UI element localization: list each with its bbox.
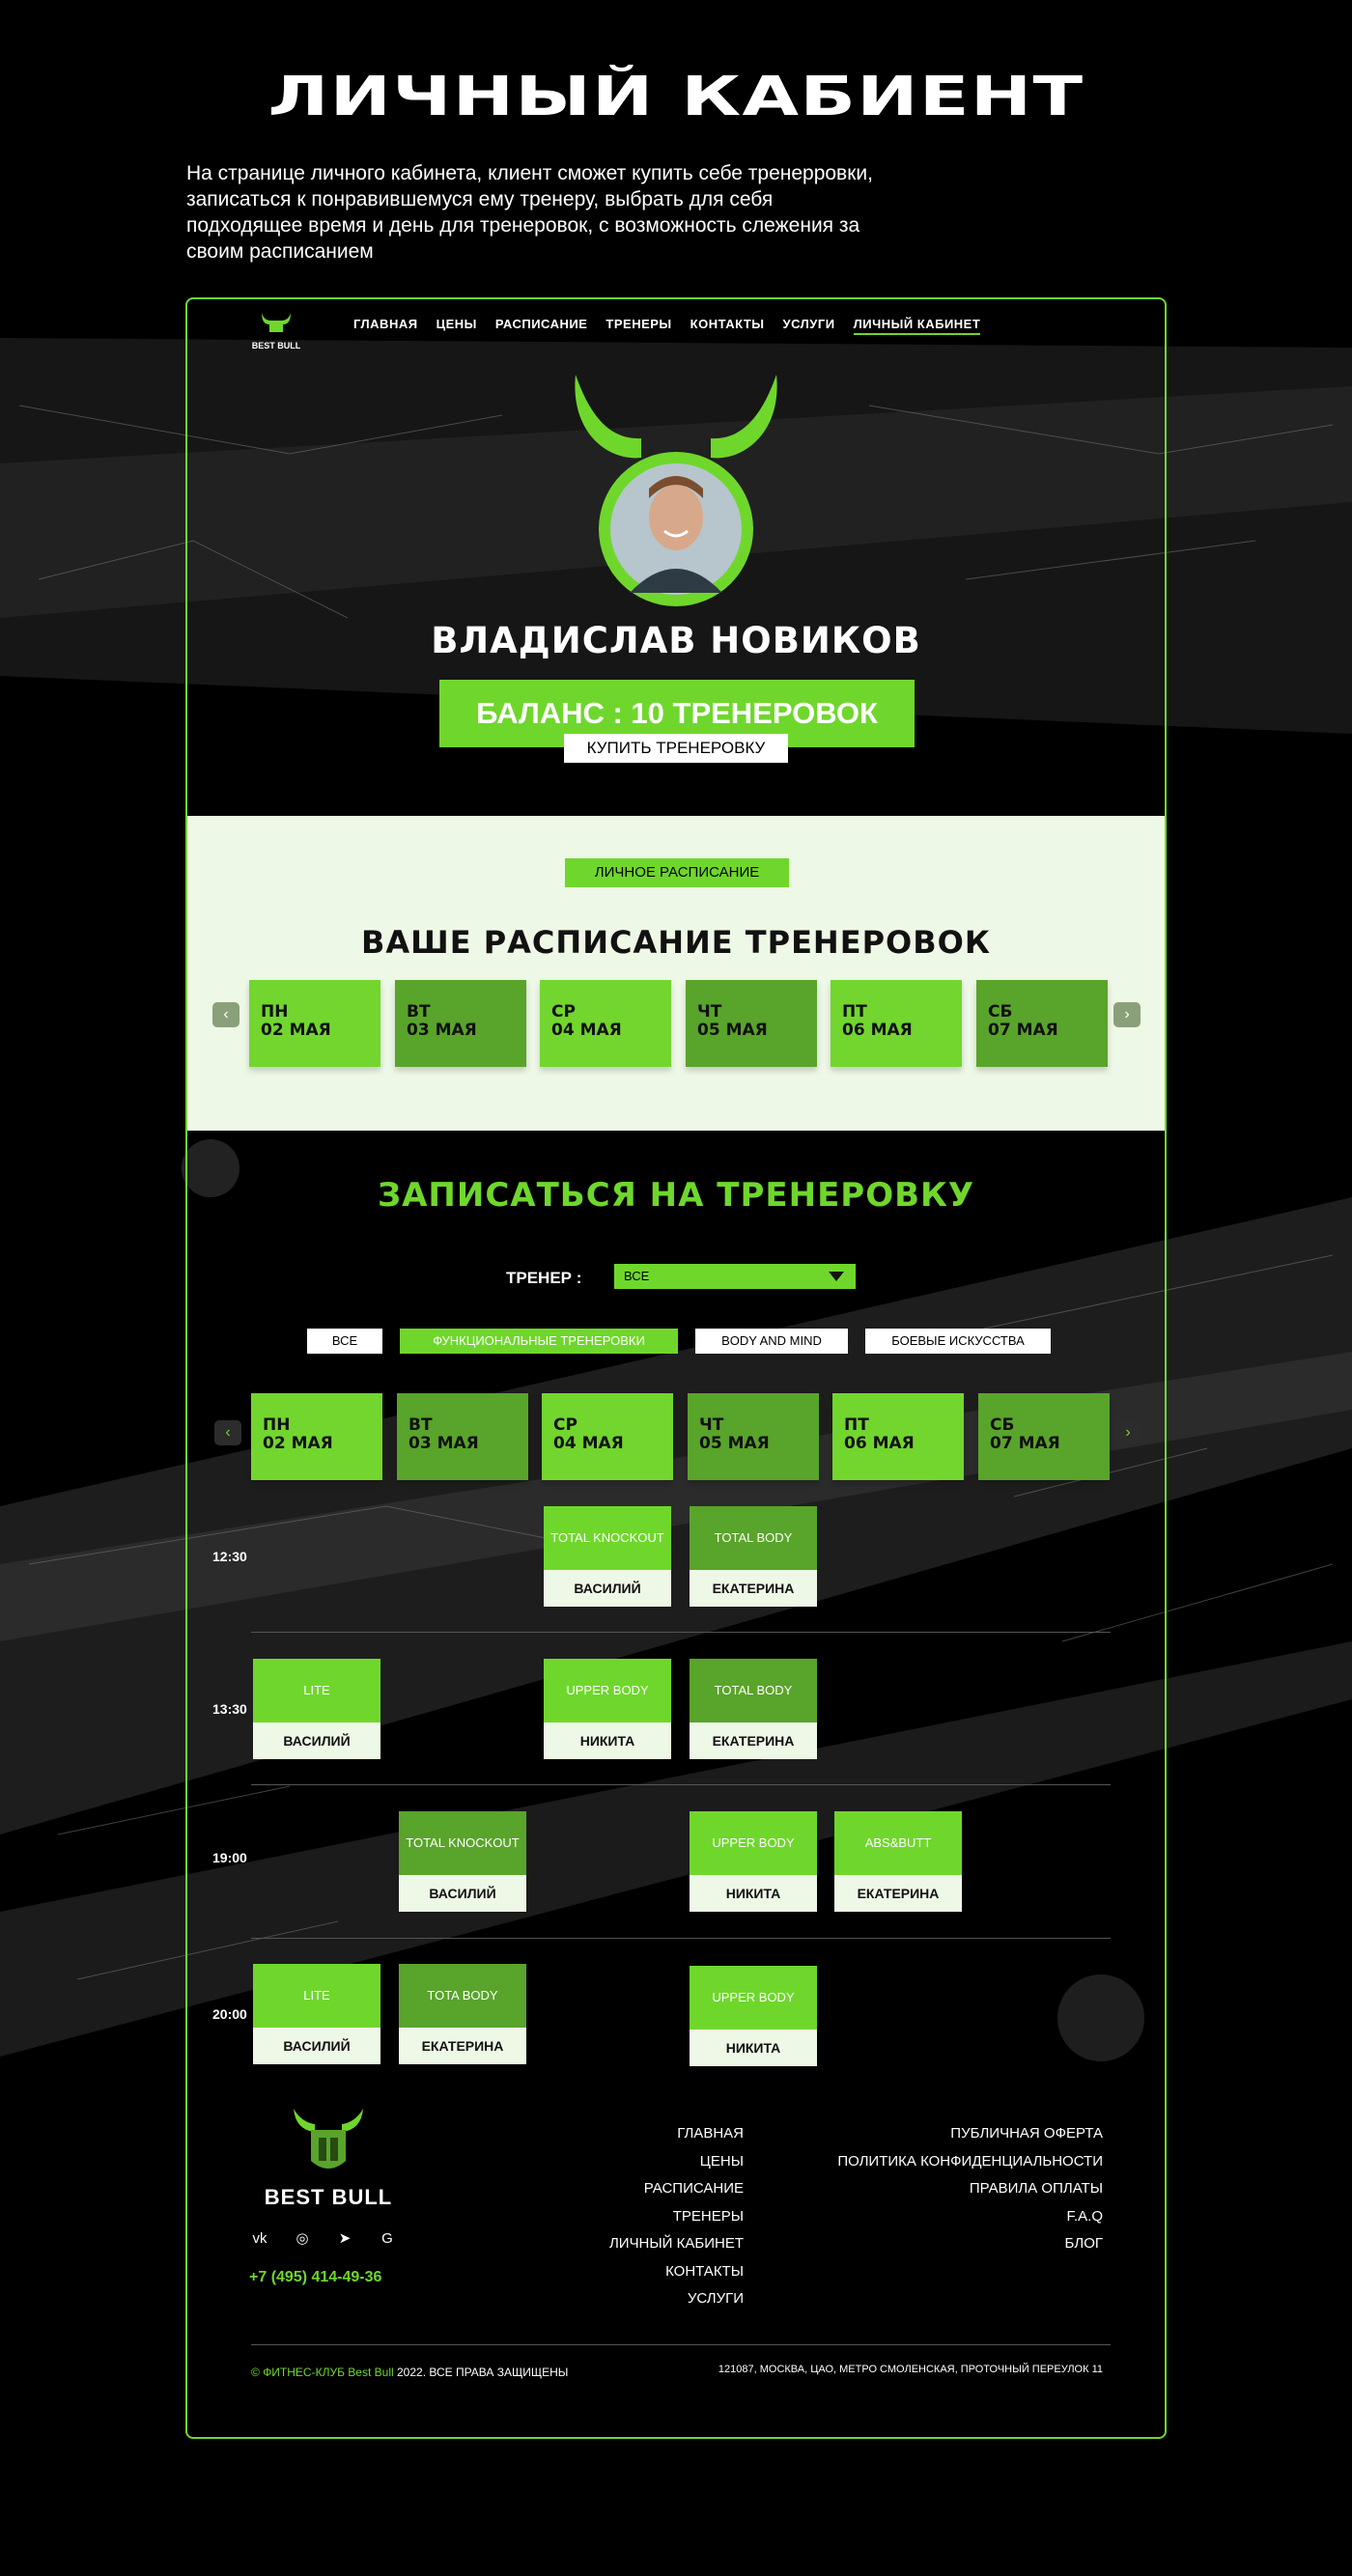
footer-logo[interactable]	[251, 2107, 406, 2210]
personal-day-card[interactable]: СР 04 МАЯ	[540, 980, 671, 1067]
signup-day-card[interactable]: ПН 02 МАЯ	[251, 1393, 382, 1480]
buy-training-button[interactable]: КУПИТЬ ТРЕНЕРОВКУ	[564, 734, 788, 763]
footer-link[interactable]: ГЛАВНАЯ	[677, 2125, 744, 2142]
footer-link[interactable]: РАСПИСАНИЕ	[643, 2180, 744, 2197]
footer-link[interactable]: ТРЕНЕРЫ	[672, 2207, 744, 2225]
header-logo[interactable]	[247, 311, 305, 350]
slot-divider	[251, 1938, 1111, 1939]
right-horn-icon	[711, 375, 777, 458]
balance-banner: БАЛАНС : 10 ТРЕНЕРОВОК	[439, 680, 915, 747]
header-nav	[187, 299, 1165, 367]
footer-phone[interactable]: +7 (495) 414-49-36	[249, 2269, 382, 2285]
signup-title: ЗАПИСАТЬСЯ НА ТРЕНЕРОВКУ	[377, 1176, 975, 1215]
schedule-prev-arrow-icon[interactable]: ‹	[212, 1002, 239, 1027]
signup-day-card[interactable]: СБ 07 МАЯ	[978, 1393, 1110, 1480]
footer-address: 121087, МОСКВА, ЦАО, МЕТРО СМОЛЕНСКАЯ, ПРОТОЧНЫЙ ПЕРЕУЛОК 11	[718, 2364, 1103, 2375]
signup-next-arrow-icon[interactable]: ›	[1114, 1420, 1141, 1445]
profile-name: ВЛАДИСЛАВ НОВИКОВ	[431, 620, 921, 661]
signup-day-card[interactable]: СР 04 МАЯ	[542, 1393, 673, 1480]
footer-link[interactable]: ЦЕНЫ	[699, 2152, 744, 2170]
nav-prices[interactable]: ЦЕНЫ	[436, 317, 477, 331]
class-card[interactable]: LITE ВАСИЛИЙ	[253, 1964, 380, 2064]
personal-day-card[interactable]: ПН 02 МАЯ	[249, 980, 380, 1067]
personal-day-card[interactable]: ПТ 06 МАЯ	[831, 980, 962, 1067]
class-card[interactable]: UPPER BODY НИКИТА	[544, 1659, 671, 1759]
nav-account[interactable]: ЛИЧНЫЙ КАБИНЕТ	[854, 317, 981, 335]
avatar	[570, 375, 782, 606]
class-card[interactable]: LITE ВАСИЛИЙ	[253, 1659, 380, 1759]
left-horn-icon	[575, 375, 641, 458]
header-brand: BEST BULL	[251, 341, 301, 350]
schedule-next-arrow-icon[interactable]: ›	[1113, 1002, 1141, 1027]
vk-icon[interactable]: vk	[252, 2230, 268, 2247]
class-card[interactable]: TOTAL BODY ЕКАТЕРИНА	[690, 1506, 817, 1607]
slot-divider	[251, 1784, 1111, 1785]
signup-day-card[interactable]: ПТ 06 МАЯ	[832, 1393, 964, 1480]
bull-logo-icon	[290, 2107, 367, 2176]
footer-link[interactable]: ПОЛИТИКА КОНФИДЕНЦИАЛЬНОСТИ	[837, 2152, 1103, 2170]
slot-time: 19:00	[212, 1850, 247, 1865]
footer-link[interactable]: F.A.Q	[1066, 2207, 1103, 2225]
main-menu	[353, 317, 980, 335]
footer-legal	[837, 2120, 1103, 2258]
class-card[interactable]: TOTAL BODY ЕКАТЕРИНА	[690, 1659, 817, 1759]
footer-menu	[609, 2120, 744, 2313]
slot-divider	[251, 1632, 1111, 1633]
footer-divider	[251, 2344, 1111, 2345]
slot-time: 20:00	[212, 2006, 247, 2022]
footer-link[interactable]: КОНТАКТЫ	[665, 2262, 744, 2280]
trainer-select[interactable]: ВСЕ	[614, 1264, 856, 1289]
site-frame	[185, 297, 1167, 2439]
signup-day-card[interactable]: ВТ 03 МАЯ	[397, 1393, 528, 1480]
signup-day-card[interactable]: ЧТ 05 МАЯ	[688, 1393, 819, 1480]
footer-link[interactable]: БЛОГ	[1064, 2235, 1103, 2252]
presentation-title: ЛИЧНЫЙ КАБИЕНТ	[268, 66, 1084, 128]
bull-logo-icon	[260, 311, 293, 334]
class-card[interactable]: TOTAL KNOCKOUT ВАСИЛИЙ	[544, 1506, 671, 1607]
filter-martial-arts[interactable]: БОЕВЫЕ ИСКУССТВА	[865, 1329, 1051, 1354]
filter-body-mind[interactable]: BODY AND MIND	[695, 1329, 848, 1354]
slot-time: 13:30	[212, 1701, 247, 1717]
slot-time: 12:30	[212, 1549, 247, 1564]
class-card[interactable]: ABS&BUTT ЕКАТЕРИНА	[834, 1811, 962, 1912]
nav-trainers[interactable]: ТРЕНЕРЫ	[606, 317, 672, 331]
face-icon	[649, 485, 703, 550]
filter-functional[interactable]: ФУНКЦИОНАЛЬНЫЕ ТРЕНЕРОВКИ	[400, 1329, 678, 1354]
presentation-description: На странице личного кабинета, клиент сможет купить себе тренерровки, записаться к понравившемуся ему тренеру, выбрать для себя подходящее время и день для тренеровок, с возможность слежения за своим расписанием	[186, 162, 873, 263]
personal-day-card[interactable]: СБ 07 МАЯ	[976, 980, 1108, 1067]
personal-day-card[interactable]: ЧТ 05 МАЯ	[686, 980, 817, 1067]
footer-link[interactable]: ПУБЛИЧНАЯ ОФЕРТА	[950, 2125, 1103, 2142]
copyright: © ФИТНЕС-КЛУБ Best Bull 2022. ВСЕ ПРАВА ЗАЩИЩЕНЫ	[251, 2366, 569, 2379]
trainer-label: ТРЕНЕР :	[506, 1269, 582, 1287]
nav-services[interactable]: УСЛУГИ	[782, 317, 835, 331]
nav-contacts[interactable]: КОНТАКТЫ	[690, 317, 765, 331]
signup-prev-arrow-icon[interactable]: ‹	[214, 1420, 241, 1445]
class-card[interactable]: TOTAL KNOCKOUT ВАСИЛИЙ	[399, 1811, 526, 1912]
footer-link[interactable]: ПРАВИЛА ОПЛАТЫ	[969, 2180, 1103, 2197]
social-links	[247, 2226, 400, 2252]
class-card[interactable]: UPPER BODY НИКИТА	[690, 1966, 817, 2066]
instagram-icon[interactable]: ◎	[296, 2230, 309, 2247]
personal-schedule-title: ВАШЕ РАСПИСАНИЕ ТРЕНЕРОВОК	[361, 924, 991, 961]
personal-schedule-section	[187, 816, 1165, 1131]
nav-schedule[interactable]: РАСПИСАНИЕ	[494, 317, 588, 331]
footer-brand: BEST BULL	[264, 2185, 393, 2209]
filter-all[interactable]: ВСЕ	[307, 1329, 382, 1354]
nav-home[interactable]: ГЛАВНАЯ	[353, 317, 418, 331]
telegram-icon[interactable]: ➤	[338, 2230, 352, 2247]
footer-link[interactable]: ЛИЧНЫЙ КАБИНЕТ	[608, 2235, 744, 2252]
class-card[interactable]: UPPER BODY НИКИТА	[690, 1811, 817, 1912]
class-card[interactable]: TOTA BODY ЕКАТЕРИНА	[399, 1964, 526, 2064]
caret-down-icon	[829, 1272, 844, 1281]
google-icon[interactable]: G	[381, 2230, 393, 2247]
footer-link[interactable]: УСЛУГИ	[687, 2290, 744, 2307]
personal-schedule-badge: ЛИЧНОЕ РАСПИСАНИЕ	[565, 858, 789, 887]
personal-day-card[interactable]: ВТ 03 МАЯ	[395, 980, 526, 1067]
